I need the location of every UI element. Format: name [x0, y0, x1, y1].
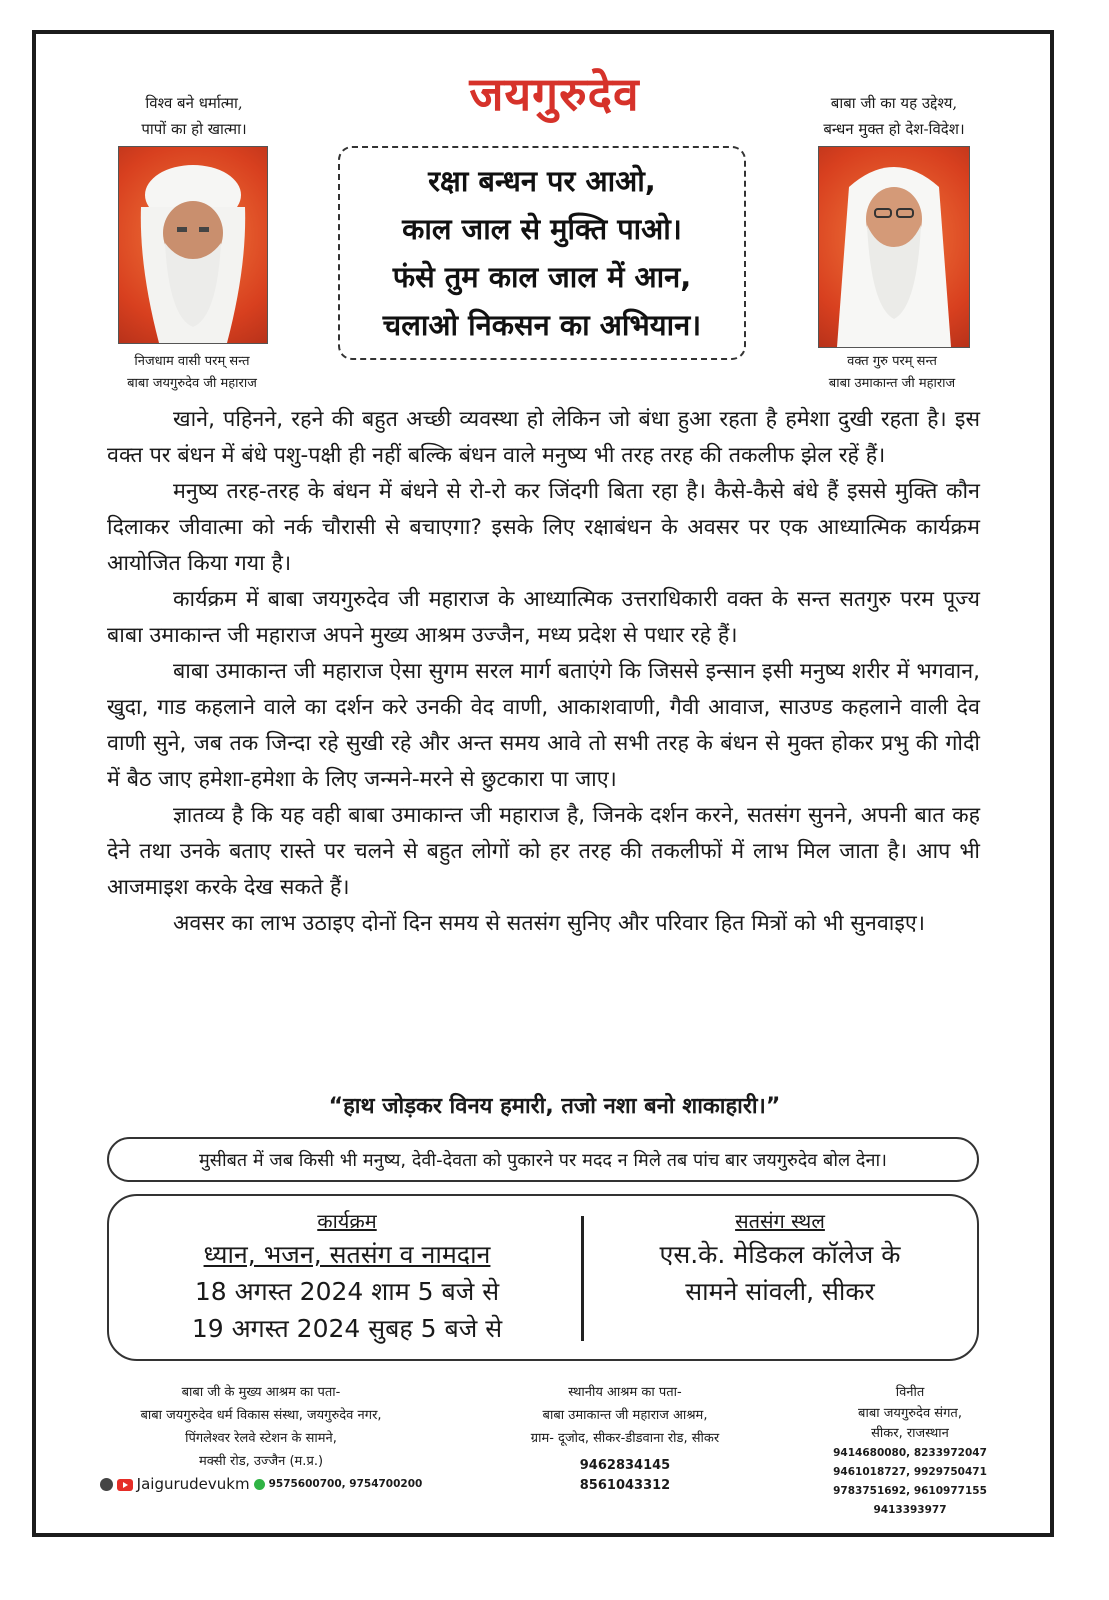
- globe-icon: [100, 1478, 113, 1491]
- verse-line: चलाओ निकसन का अभियान।: [382, 308, 702, 342]
- program-title: ध्यान, भजन, सतसंग व नामदान: [203, 1240, 491, 1269]
- notice-text: मुसीबत में जब किसी भी मनुष्य, देवी-देवता को पुकारने पर मदद न मिले तब पांच बार जयगुरुदेव बोल देना।: [199, 1149, 887, 1171]
- venue-line: एस.के. मेडिकल कॉलेज के: [659, 1240, 901, 1269]
- paragraph: अवसर का लाभ उठाइए दोनों दिन समय से सतसंग सुनिए और परिवार हित मित्रों को भी सुनवाइए।: [173, 911, 925, 936]
- vinit-block: विनीत बाबा जयगुरुदेव संगत, सीकर, राजस्थान 9414680080, 8233972047 9461018727, 9929750471 9783751692, 9610977155 9413393977: [800, 1381, 1020, 1520]
- whatsapp-icon: [254, 1479, 265, 1490]
- paragraph: कार्यक्रम में बाबा जयगुरुदेव जी महाराज के आध्यात्मिक उत्तराधिकारी वक्त के सन्त सतगुरु परम पूज्य बाबा उमाकान्त जी महाराज अपने मुख्य आश्रम उज्जैन, मध्य प्रदेश से पधार रहे हैं।: [107, 587, 980, 648]
- verse-box: [338, 146, 746, 360]
- program-column: [127, 1206, 567, 1347]
- right-photo-caption: वक्त गुरु परम् सन्त बाबा उमाकान्त जी महाराज: [828, 354, 956, 391]
- left-slogan: विश्व बने धर्मात्मा, पापों का हो खात्मा।: [141, 94, 247, 138]
- phone-number: 9414680080, 8233972047: [833, 1447, 987, 1459]
- right-slogan: बाबा जी का यह उद्देश्य, बन्धन मुक्त हो देश-विदेश।: [823, 94, 965, 138]
- social-handle[interactable]: Jaigurudevukm: [136, 1475, 250, 1493]
- portrait-illustration: [119, 147, 267, 343]
- event-date-2: 19 अगस्त 2024 सुबह 5 बजे से: [191, 1314, 503, 1343]
- venue-line: सामने सांवली, सीकर: [685, 1277, 875, 1306]
- paragraph: खाने, पहिनने, रहने की बहुत अच्छी व्यवस्था हो लेकिन जो बंधा हुआ रहता है हमेशा दुखी रहता है। इस वक्त पर बंधन में बंधे पशु-पक्षी ही नहीं बल्कि बंधन वाले मनुष्य भी तरह तरह की तकलीफ झेल रहें हैं।: [107, 407, 980, 468]
- event-box: [107, 1194, 979, 1361]
- phone-number: 8561043312: [579, 1478, 671, 1493]
- whatsapp-numbers: 9575600700, 9754700200: [268, 1478, 423, 1490]
- left-portrait: [118, 146, 268, 344]
- paragraph: ज्ञातव्य है कि यह वही बाबा उमाकान्त जी महाराज है, जिनके दर्शन करने, सतसंग सुनने, अपनी बात कह देने तथा उनके बताए रास्ते पर चलने से बहुत लोगों को हर तरह की तकलीफों में लाभ मिल जाता है। आप भी आजमाइश करके देख सकते हैं।: [107, 803, 980, 900]
- portrait-illustration: [819, 147, 969, 347]
- youtube-icon: [117, 1479, 133, 1491]
- event-date-1: 18 अगस्त 2024 शाम 5 बजे से: [194, 1277, 500, 1306]
- social-row: [96, 1473, 426, 1496]
- phone-number: 9413393977: [873, 1504, 947, 1516]
- phone-number: 9462834145: [579, 1458, 671, 1473]
- verse-line: रक्षा बन्धन पर आओ,: [428, 164, 656, 198]
- article-body: [107, 402, 980, 942]
- local-ashram-address: स्थानीय आश्रम का पता- बाबा उमाकान्त जी महाराज आश्रम, ग्राम- दूजोद, सीकर-डीडवाना रोड, सीकर 9462834145 8561043312: [470, 1381, 780, 1496]
- program-heading: कार्यक्रम: [317, 1209, 377, 1233]
- notice-pill: [107, 1137, 979, 1182]
- venue-column: [597, 1206, 963, 1310]
- verse-line: फंसे तुम काल जाल में आन,: [392, 260, 692, 294]
- main-ashram-address: बाबा जी के मुख्य आश्रम का पता- बाबा जयगुरुदेव धर्म विकास संस्था, जयगुरुदेव नगर, पिंगलेश्वर रेलवे स्टेशन के सामने, मक्सी रोड, उज्जैन (म.प्र.) Jaigurudevukm 9575600700, 9754700200: [96, 1381, 426, 1496]
- column-divider: [581, 1216, 584, 1341]
- paragraph: बाबा उमाकान्त जी महाराज ऐसा सुगम सरल मार्ग बताएंगे कि जिससे इन्सान इसी मनुष्य शरीर में भगवान, खुदा, गाड कहलाने वाले का दर्शन करे उनकी वेद वाणी, आकाशवाणी, गैवी आवाज, साउण्ड कहलाने वाली देव वाणी सुने, जब तक जिन्दा रहे सुखी रहे और अन्त समय आवे तो सभी तरह के बंधन से मुक्त होकर प्रभु की गोदी में बैठ जाए हमेशा-हमेशा के लिए जन्मने-मरने से छुटकारा पा जाए।: [107, 659, 980, 792]
- right-portrait: [818, 146, 970, 348]
- verse-line: काल जाल से मुक्ति पाओ।: [402, 212, 682, 246]
- phone-number: 9461018727, 9929750471: [833, 1466, 987, 1478]
- slogan-quote: “हाथ जोड़कर विनय हमारी, तजो नशा बनो शाकाहारी।”: [328, 1094, 781, 1119]
- brand-title: जयगुरुदेव: [469, 67, 640, 121]
- phone-number: 9783751692, 9610977155: [833, 1485, 987, 1497]
- venue-heading: सतसंग स्थल: [735, 1209, 825, 1233]
- paragraph: मनुष्य तरह-तरह के बंधन में बंधने से रो-रो कर जिंदगी बिता रहा है। कैसे-कैसे बंधे हैं इससे मुक्ति कौन दिलाकर जीवात्मा को नर्क चौरासी से बचाएगा? इसके लिए रक्षाबंधन के अवसर पर एक आध्यात्मिक कार्यक्रम आयोजित किया गया है।: [107, 479, 980, 576]
- left-photo-caption: निजधाम वासी परम् सन्त बाबा जयगुरुदेव जी महाराज: [127, 354, 257, 391]
